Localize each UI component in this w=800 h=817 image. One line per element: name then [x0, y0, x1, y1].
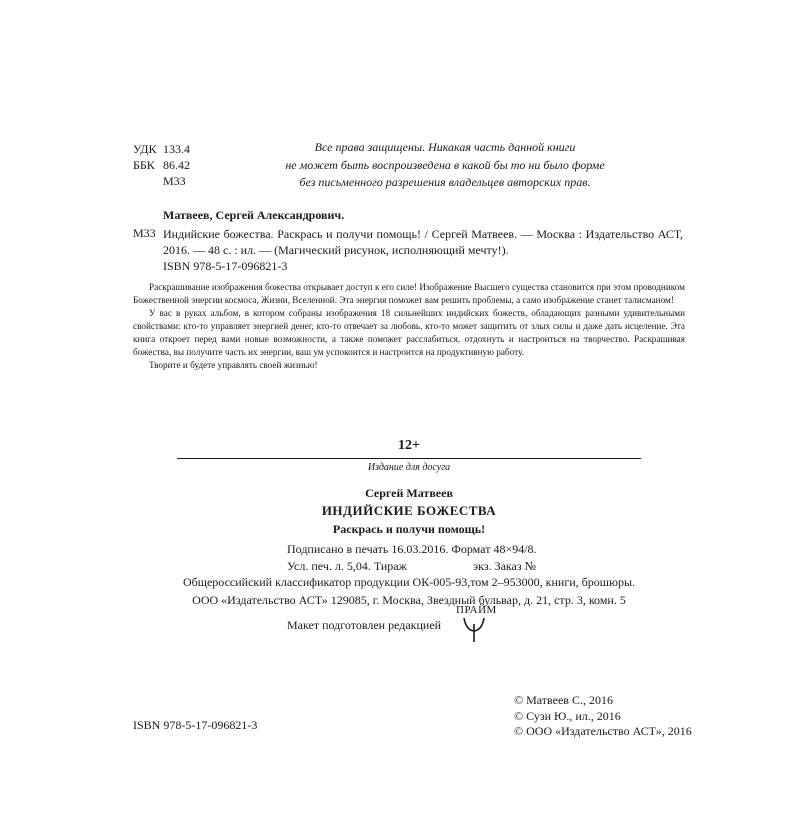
copyright-line: © ООО «Издательство АСТ», 2016 [514, 724, 692, 738]
publisher-address: ООО «Издательство АСТ» 129085, г. Москва, Звездный бульвар, д. 21, стр. 3, комн. 5 [192, 593, 626, 607]
imprint-subtitle: Раскрась и получи помощь! [332, 522, 486, 536]
edition-type: Издание для досуга [367, 462, 451, 473]
annotation-paragraph: Творите и будете управлять своей жизнью! [149, 360, 318, 370]
copyrights [514, 693, 692, 740]
prepared-by: Макет подготовлен редакцией [287, 618, 442, 632]
age-rating: 12+ [398, 438, 420, 453]
copyright-line: © Сузи Ю., ил., 2016 [514, 708, 621, 723]
bbk-row [133, 157, 190, 173]
print-sheets: Усл. печ. л. 5,04. Тираж [287, 559, 407, 573]
annotation-paragraph: Раскрашивание изображения божества открывает доступ к его силе! Изображение Высшего существа становится при этом проводником Божественной энергии космоса, Жизни, Вселенной. Эта энергия поможет вам решить проблемы, а само изображение станет талисманом! [133, 282, 685, 305]
rights-line: Все права защищены. Никакая часть данной книги [314, 140, 576, 154]
imprint-author: Сергей Матвеев [365, 486, 453, 500]
copies-order: экз. Заказ № [473, 559, 537, 573]
isbn-bottom: ISBN 978-5-17-096821-3 [133, 718, 258, 732]
udk-value: 133.4 [163, 142, 190, 156]
author-sign-label [133, 173, 163, 189]
biblio-description: Индийские божества. Раскрась и получи помощь! / Сергей Матвеев. — Москва : Издательство АСТ, 2016. — 48 с. : ил. — (Магический рисунок, исполняющий мечту!). [163, 227, 683, 257]
udk-row [133, 141, 190, 157]
classification-codes [133, 141, 190, 189]
prime-logo-text: ПРАЙМ [456, 604, 497, 616]
author-heading: Матвеев, Сергей Александрович. [163, 208, 345, 222]
rights-line: не может быть воспроизведена в какой бы то ни было форме [285, 157, 605, 172]
rights-line: без письменного разрешения владельцев авторских прав. [299, 175, 591, 189]
prime-logo [452, 604, 508, 644]
author-sign-value: М33 [163, 174, 186, 188]
signed-to-print: Подписано в печать 16.03.2016. Формат 48×94/8. [287, 542, 537, 556]
bbk-label: ББК [133, 158, 155, 172]
imprint-title: ИНДИЙСКИЕ БОЖЕСТВА [321, 503, 497, 518]
bbk-value: 86.42 [163, 158, 190, 172]
copyright-line: © Матвеев С., 2016 [514, 693, 613, 707]
author-sign-row [133, 173, 190, 189]
annotation [133, 281, 685, 372]
divider [177, 458, 641, 459]
biblio-code: М33 [133, 226, 156, 240]
annotation-paragraph: У вас в руках альбом, в котором собраны изображения 18 сильнейших индийских божеств, обладающих разными удивительными свойствами: кто-то управляет энергией денег, кто-то отвечает за любовь, кто-то может защитить от злых силы и даже дать исцеление. Эта книга откроет перед вами новые возможности, а также поможет расслабиться, отдохнуть и настроиться на творчество. Раскрашивая божества, вы получите часть их энергии, ваш ум успокоится и настроится на продуктивную работу. [133, 308, 685, 357]
udk-label: УДК [133, 142, 157, 156]
rights-notice [250, 139, 640, 192]
isbn-top: ISBN 978-5-17-096821-3 [163, 259, 288, 273]
trident-icon [452, 614, 508, 644]
product-classifier: Общероссийский классификатор продукции ОК-005-93,том 2–953000, книги, брошюры. [182, 575, 636, 589]
